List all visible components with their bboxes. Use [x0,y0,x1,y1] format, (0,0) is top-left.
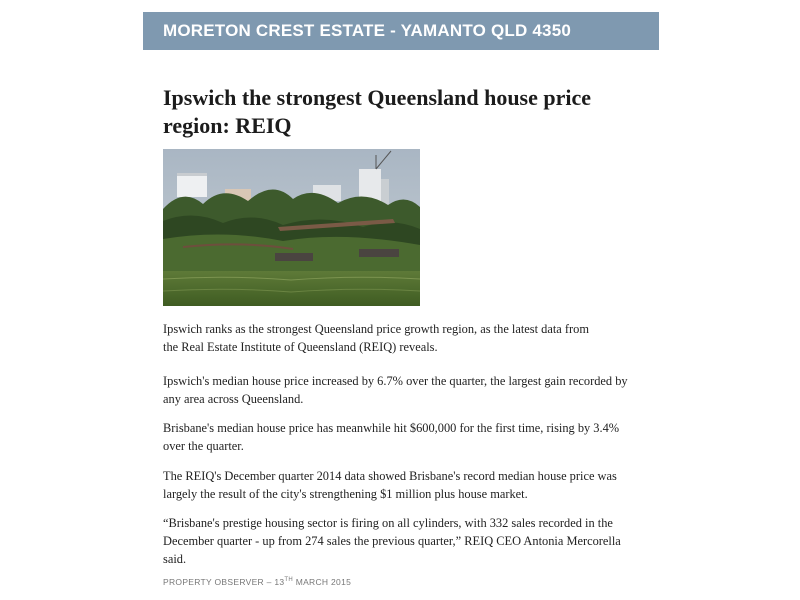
estate-banner [143,12,659,50]
source-separator: – [264,577,275,587]
source-day-suffix: TH [284,577,294,584]
article-headline: Ipswich the strongest Queensland house price region: REIQ [163,85,592,138]
source-credit [163,577,351,587]
article-paragraph: Ipswich ranks as the strongest Queensland price growth region, as the latest data from the Real Estate Institute of Queensland (REIQ) reveals. [163,322,589,354]
article-photo [163,149,420,306]
source-publisher: PROPERTY OBSERVER [163,577,264,587]
source-month-year: MARCH 2015 [293,577,352,587]
source-day: 13 [274,577,285,587]
article-paragraph: “Brisbane's prestige housing sector is firing on all cylinders, with 332 sales recorded in the December quarter - up from 274 sales the previous quarter,” REIQ CEO Antonia Mercorella said. [163,516,621,566]
article-paragraph: The REIQ's December quarter 2014 data showed Brisbane's record median house price was largely the result of the city's strengthening $1 million plus house market. [163,469,617,501]
article-paragraph: Ipswich's median house price increased by 6.7% over the quarter, the largest gain recorded by any area across Queensland. [163,374,628,406]
banner-title: MORETON CREST ESTATE - YAMANTO QLD 4350 [163,21,571,40]
article-paragraph: Brisbane's median house price has meanwhile hit $600,000 for the first time, rising by 3.4% over the quarter. [163,421,620,453]
